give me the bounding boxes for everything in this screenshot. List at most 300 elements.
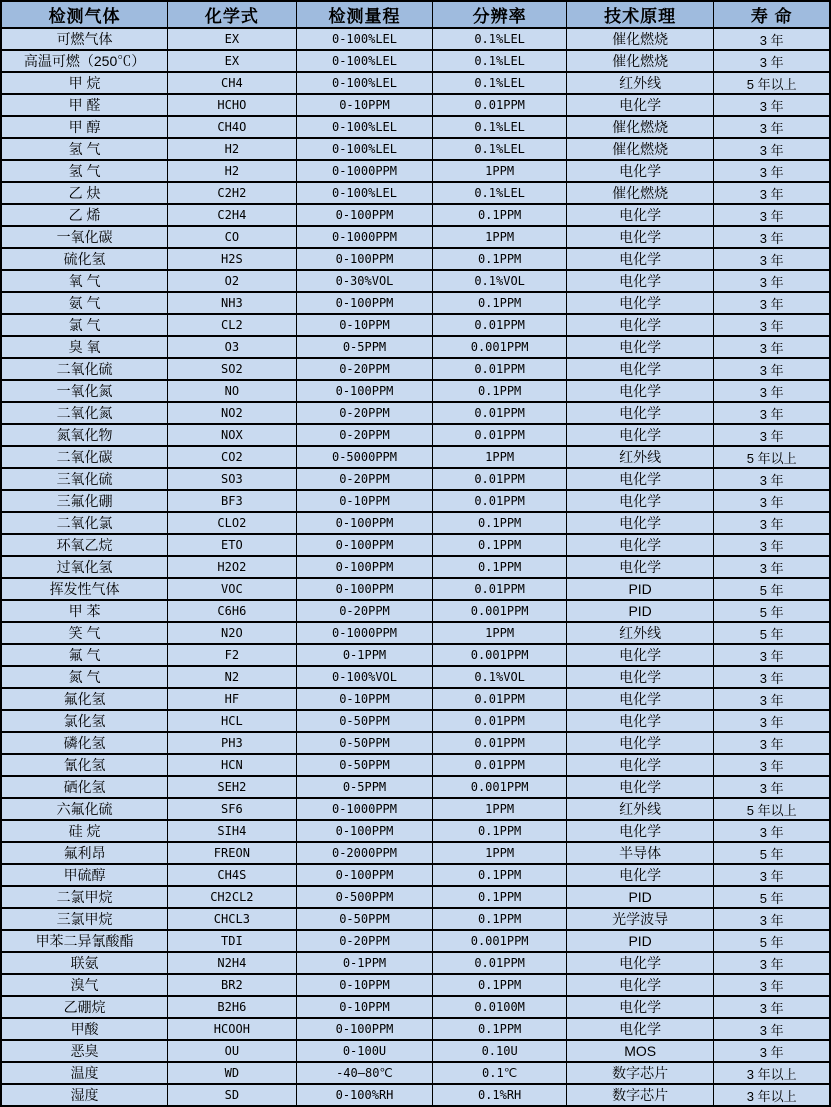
cell-lifespan: 3 年 (714, 138, 830, 160)
cell-gas: 三氟化硼 (1, 490, 168, 512)
cell-lifespan: 3 年 (714, 204, 830, 226)
table-row (1, 688, 830, 710)
cell-range: 0-50PPM (296, 732, 433, 754)
cell-gas: 甲 醛 (1, 94, 168, 116)
cell-formula: BR2 (168, 974, 296, 996)
cell-range: 0-20PPM (296, 468, 433, 490)
cell-formula: TDI (168, 930, 296, 952)
cell-lifespan: 5 年 (714, 622, 830, 644)
cell-lifespan: 3 年 (714, 28, 830, 50)
cell-range: 0-100PPM (296, 820, 433, 842)
cell-gas: 一氧化碳 (1, 226, 168, 248)
cell-resolution: 0.1PPM (433, 204, 566, 226)
table-row (1, 974, 830, 996)
table-row (1, 446, 830, 468)
cell-gas: 氟利昂 (1, 842, 168, 864)
cell-formula: VOC (168, 578, 296, 600)
table-row (1, 358, 830, 380)
cell-resolution: 0.1PPM (433, 908, 566, 930)
cell-resolution: 0.001PPM (433, 600, 566, 622)
cell-lifespan: 5 年 (714, 930, 830, 952)
cell-resolution: 0.1%LEL (433, 72, 566, 94)
cell-lifespan: 5 年以上 (714, 72, 830, 94)
cell-formula: SIH4 (168, 820, 296, 842)
cell-principle: 催化燃烧 (566, 182, 714, 204)
table-row (1, 292, 830, 314)
cell-resolution: 0.1%RH (433, 1084, 566, 1106)
cell-gas: 氢 气 (1, 160, 168, 182)
cell-range: 0-5000PPM (296, 446, 433, 468)
cell-formula: NH3 (168, 292, 296, 314)
cell-range: 0-100PPM (296, 534, 433, 556)
cell-lifespan: 3 年 (714, 94, 830, 116)
cell-range: 0-10PPM (296, 688, 433, 710)
cell-lifespan: 3 年 (714, 996, 830, 1018)
cell-formula: CH4O (168, 116, 296, 138)
cell-lifespan: 3 年 (714, 1018, 830, 1040)
cell-gas: 三氯甲烷 (1, 908, 168, 930)
cell-lifespan: 3 年 (714, 952, 830, 974)
table-row (1, 710, 830, 732)
cell-gas: 一氧化氮 (1, 380, 168, 402)
table-row (1, 424, 830, 446)
cell-formula: O3 (168, 336, 296, 358)
table-row (1, 468, 830, 490)
cell-formula: CHCL3 (168, 908, 296, 930)
table-row (1, 182, 830, 204)
table-row (1, 864, 830, 886)
cell-principle: 催化燃烧 (566, 28, 714, 50)
cell-gas: 温度 (1, 1062, 168, 1084)
cell-lifespan: 5 年 (714, 600, 830, 622)
cell-resolution: 1PPM (433, 226, 566, 248)
cell-formula: NO (168, 380, 296, 402)
cell-lifespan: 3 年 (714, 908, 830, 930)
table-row (1, 534, 830, 556)
cell-range: 0-50PPM (296, 710, 433, 732)
cell-lifespan: 3 年 (714, 534, 830, 556)
cell-formula: H2S (168, 248, 296, 270)
cell-range: 0-30%VOL (296, 270, 433, 292)
cell-principle: MOS (566, 1040, 714, 1062)
cell-resolution: 0.001PPM (433, 930, 566, 952)
column-header-gas: 检测气体 (1, 1, 168, 28)
cell-principle: 催化燃烧 (566, 50, 714, 72)
cell-gas: 笑 气 (1, 622, 168, 644)
table-row (1, 94, 830, 116)
table-row (1, 644, 830, 666)
cell-range: 0-20PPM (296, 600, 433, 622)
cell-principle: 电化学 (566, 952, 714, 974)
cell-principle: 半导体 (566, 842, 714, 864)
cell-gas: 联氨 (1, 952, 168, 974)
cell-principle: 电化学 (566, 226, 714, 248)
cell-principle: 电化学 (566, 644, 714, 666)
cell-range: 0-100PPM (296, 248, 433, 270)
cell-formula: B2H6 (168, 996, 296, 1018)
cell-lifespan: 3 年 (714, 864, 830, 886)
cell-lifespan: 3 年 (714, 688, 830, 710)
cell-principle: 光学波导 (566, 908, 714, 930)
cell-resolution: 0.01PPM (433, 578, 566, 600)
table-row (1, 490, 830, 512)
cell-resolution: 0.1PPM (433, 292, 566, 314)
cell-principle: PID (566, 578, 714, 600)
cell-lifespan: 3 年 (714, 226, 830, 248)
cell-principle: 电化学 (566, 490, 714, 512)
cell-gas: 乙硼烷 (1, 996, 168, 1018)
cell-range: 0-100%VOL (296, 666, 433, 688)
cell-resolution: 1PPM (433, 842, 566, 864)
cell-principle: 红外线 (566, 798, 714, 820)
cell-range: 0-100U (296, 1040, 433, 1062)
cell-principle: 催化燃烧 (566, 138, 714, 160)
cell-range: 0-100%LEL (296, 138, 433, 160)
cell-formula: FREON (168, 842, 296, 864)
cell-lifespan: 3 年以上 (714, 1062, 830, 1084)
cell-resolution: 0.01PPM (433, 754, 566, 776)
cell-lifespan: 5 年以上 (714, 798, 830, 820)
table-row (1, 402, 830, 424)
cell-gas: 硒化氢 (1, 776, 168, 798)
table-row (1, 996, 830, 1018)
cell-gas: 环氧乙烷 (1, 534, 168, 556)
cell-gas: 过氧化氢 (1, 556, 168, 578)
cell-resolution: 0.0100M (433, 996, 566, 1018)
cell-gas: 臭 氧 (1, 336, 168, 358)
cell-resolution: 0.1PPM (433, 556, 566, 578)
cell-principle: 电化学 (566, 754, 714, 776)
cell-lifespan: 3 年 (714, 270, 830, 292)
table-row (1, 138, 830, 160)
cell-range: -40—80℃ (296, 1062, 433, 1084)
cell-gas: 氯 气 (1, 314, 168, 336)
cell-range: 0-100PPM (296, 1018, 433, 1040)
cell-range: 0-20PPM (296, 424, 433, 446)
cell-gas: 氟 气 (1, 644, 168, 666)
cell-range: 0-100%LEL (296, 28, 433, 50)
cell-range: 0-100%LEL (296, 72, 433, 94)
cell-range: 0-1PPM (296, 952, 433, 974)
cell-formula: HCOOH (168, 1018, 296, 1040)
cell-gas: 氟化氢 (1, 688, 168, 710)
cell-gas: 二氯甲烷 (1, 886, 168, 908)
cell-resolution: 0.1PPM (433, 512, 566, 534)
cell-lifespan: 5 年 (714, 842, 830, 864)
cell-resolution: 0.01PPM (433, 952, 566, 974)
table-row (1, 732, 830, 754)
cell-gas: 氯化氢 (1, 710, 168, 732)
cell-gas: 二氧化氮 (1, 402, 168, 424)
table-row (1, 600, 830, 622)
cell-gas: 硫化氢 (1, 248, 168, 270)
cell-principle: 电化学 (566, 512, 714, 534)
cell-range: 0-1000PPM (296, 622, 433, 644)
cell-gas: 甲苯二异氰酸酯 (1, 930, 168, 952)
cell-principle: 催化燃烧 (566, 116, 714, 138)
cell-range: 0-1000PPM (296, 798, 433, 820)
cell-lifespan: 3 年 (714, 292, 830, 314)
cell-range: 0-5PPM (296, 776, 433, 798)
cell-formula: CH4 (168, 72, 296, 94)
cell-formula: WD (168, 1062, 296, 1084)
cell-formula: EX (168, 50, 296, 72)
cell-formula: EX (168, 28, 296, 50)
cell-gas: 恶臭 (1, 1040, 168, 1062)
cell-range: 0-100%LEL (296, 50, 433, 72)
cell-principle: 数字芯片 (566, 1062, 714, 1084)
cell-gas: 氨 气 (1, 292, 168, 314)
cell-resolution: 0.1%LEL (433, 182, 566, 204)
cell-formula: SD (168, 1084, 296, 1106)
cell-formula: SO2 (168, 358, 296, 380)
cell-formula: N2H4 (168, 952, 296, 974)
cell-resolution: 0.1%LEL (433, 50, 566, 72)
cell-resolution: 0.01PPM (433, 94, 566, 116)
cell-range: 0-10PPM (296, 996, 433, 1018)
cell-range: 0-10PPM (296, 490, 433, 512)
cell-gas: 氧 气 (1, 270, 168, 292)
cell-formula: F2 (168, 644, 296, 666)
cell-resolution: 0.01PPM (433, 468, 566, 490)
table-row (1, 204, 830, 226)
cell-principle: 电化学 (566, 380, 714, 402)
table-row (1, 842, 830, 864)
cell-principle: 电化学 (566, 204, 714, 226)
cell-principle: 电化学 (566, 864, 714, 886)
cell-formula: CO (168, 226, 296, 248)
cell-principle: 电化学 (566, 996, 714, 1018)
cell-gas: 乙 烯 (1, 204, 168, 226)
cell-range: 0-100PPM (296, 556, 433, 578)
cell-formula: HCL (168, 710, 296, 732)
cell-gas: 硅 烷 (1, 820, 168, 842)
cell-range: 0-50PPM (296, 908, 433, 930)
cell-gas: 甲 苯 (1, 600, 168, 622)
cell-lifespan: 5 年 (714, 886, 830, 908)
table-row (1, 248, 830, 270)
table-row (1, 754, 830, 776)
cell-resolution: 0.001PPM (433, 644, 566, 666)
cell-resolution: 0.001PPM (433, 776, 566, 798)
table-row (1, 820, 830, 842)
cell-gas: 氰化氢 (1, 754, 168, 776)
cell-lifespan: 3 年 (714, 380, 830, 402)
cell-formula: N2O (168, 622, 296, 644)
table-body (1, 28, 830, 1106)
cell-formula: O2 (168, 270, 296, 292)
column-header-formula: 化学式 (168, 1, 296, 28)
table-row (1, 1040, 830, 1062)
cell-lifespan: 3 年 (714, 1040, 830, 1062)
cell-resolution: 0.1PPM (433, 886, 566, 908)
cell-range: 0-10PPM (296, 94, 433, 116)
cell-range: 0-2000PPM (296, 842, 433, 864)
cell-resolution: 0.01PPM (433, 490, 566, 512)
cell-gas: 三氧化硫 (1, 468, 168, 490)
cell-lifespan: 3 年 (714, 666, 830, 688)
cell-lifespan: 3 年 (714, 314, 830, 336)
cell-formula: CO2 (168, 446, 296, 468)
table-row (1, 336, 830, 358)
cell-lifespan: 3 年 (714, 490, 830, 512)
header-row (1, 1, 830, 28)
cell-resolution: 0.01PPM (433, 314, 566, 336)
cell-principle: 电化学 (566, 776, 714, 798)
cell-gas: 甲 烷 (1, 72, 168, 94)
cell-lifespan: 3 年 (714, 182, 830, 204)
column-header-lifespan: 寿 命 (714, 1, 830, 28)
cell-range: 0-20PPM (296, 402, 433, 424)
cell-principle: 电化学 (566, 336, 714, 358)
cell-range: 0-100%RH (296, 1084, 433, 1106)
table-row (1, 160, 830, 182)
cell-range: 0-10PPM (296, 314, 433, 336)
cell-lifespan: 3 年 (714, 732, 830, 754)
cell-lifespan: 3 年 (714, 776, 830, 798)
table-row (1, 1084, 830, 1106)
cell-formula: ETO (168, 534, 296, 556)
table-row (1, 952, 830, 974)
cell-formula: SO3 (168, 468, 296, 490)
table-row (1, 578, 830, 600)
cell-principle: 电化学 (566, 248, 714, 270)
cell-principle: 电化学 (566, 688, 714, 710)
cell-principle: 数字芯片 (566, 1084, 714, 1106)
column-header-range: 检测量程 (296, 1, 433, 28)
cell-resolution: 0.1PPM (433, 534, 566, 556)
cell-range: 0-100PPM (296, 292, 433, 314)
cell-lifespan: 3 年 (714, 402, 830, 424)
cell-lifespan: 3 年 (714, 512, 830, 534)
cell-formula: HCHO (168, 94, 296, 116)
cell-lifespan: 3 年 (714, 248, 830, 270)
cell-lifespan: 3 年 (714, 820, 830, 842)
cell-resolution: 0.01PPM (433, 402, 566, 424)
cell-principle: 电化学 (566, 314, 714, 336)
cell-lifespan: 3 年 (714, 556, 830, 578)
cell-formula: CH4S (168, 864, 296, 886)
cell-formula: NO2 (168, 402, 296, 424)
cell-gas: 氮 气 (1, 666, 168, 688)
table-row (1, 886, 830, 908)
cell-lifespan: 3 年 (714, 116, 830, 138)
cell-resolution: 1PPM (433, 446, 566, 468)
table-row (1, 930, 830, 952)
cell-principle: 红外线 (566, 622, 714, 644)
cell-gas: 乙 炔 (1, 182, 168, 204)
cell-lifespan: 3 年 (714, 754, 830, 776)
cell-formula: N2 (168, 666, 296, 688)
cell-lifespan: 3 年以上 (714, 1084, 830, 1106)
cell-formula: OU (168, 1040, 296, 1062)
cell-gas: 挥发性气体 (1, 578, 168, 600)
cell-formula: NOX (168, 424, 296, 446)
cell-principle: 电化学 (566, 402, 714, 424)
cell-formula: CH2CL2 (168, 886, 296, 908)
cell-range: 0-20PPM (296, 358, 433, 380)
cell-resolution: 0.1%VOL (433, 666, 566, 688)
cell-formula: C6H6 (168, 600, 296, 622)
cell-principle: 电化学 (566, 160, 714, 182)
cell-principle: PID (566, 886, 714, 908)
cell-principle: 电化学 (566, 974, 714, 996)
cell-formula: C2H4 (168, 204, 296, 226)
cell-range: 0-100PPM (296, 512, 433, 534)
table-row (1, 270, 830, 292)
cell-gas: 溴气 (1, 974, 168, 996)
table-row (1, 776, 830, 798)
cell-principle: 电化学 (566, 710, 714, 732)
cell-range: 0-50PPM (296, 754, 433, 776)
cell-range: 0-1000PPM (296, 160, 433, 182)
cell-principle: 电化学 (566, 358, 714, 380)
cell-formula: PH3 (168, 732, 296, 754)
cell-resolution: 0.1PPM (433, 248, 566, 270)
cell-resolution: 0.001PPM (433, 336, 566, 358)
cell-range: 0-500PPM (296, 886, 433, 908)
cell-formula: H2 (168, 138, 296, 160)
cell-formula: HCN (168, 754, 296, 776)
table-row (1, 28, 830, 50)
cell-range: 0-20PPM (296, 930, 433, 952)
cell-principle: 电化学 (566, 732, 714, 754)
cell-principle: 电化学 (566, 820, 714, 842)
cell-principle: 电化学 (566, 270, 714, 292)
cell-lifespan: 3 年 (714, 160, 830, 182)
cell-lifespan: 3 年 (714, 644, 830, 666)
cell-resolution: 0.01PPM (433, 732, 566, 754)
table-row (1, 512, 830, 534)
cell-principle: 电化学 (566, 292, 714, 314)
cell-formula: BF3 (168, 490, 296, 512)
cell-resolution: 0.1PPM (433, 1018, 566, 1040)
cell-gas: 六氟化硫 (1, 798, 168, 820)
cell-gas: 氮氧化物 (1, 424, 168, 446)
column-header-principle: 技术原理 (566, 1, 714, 28)
cell-resolution: 1PPM (433, 160, 566, 182)
cell-range: 0-100PPM (296, 864, 433, 886)
cell-lifespan: 3 年 (714, 974, 830, 996)
cell-formula: SEH2 (168, 776, 296, 798)
cell-resolution: 1PPM (433, 622, 566, 644)
cell-range: 0-100PPM (296, 380, 433, 402)
cell-principle: 电化学 (566, 556, 714, 578)
cell-resolution: 0.1%LEL (433, 28, 566, 50)
table-row (1, 1018, 830, 1040)
cell-resolution: 0.1%VOL (433, 270, 566, 292)
cell-gas: 二氧化氯 (1, 512, 168, 534)
cell-gas: 甲酸 (1, 1018, 168, 1040)
cell-range: 0-100PPM (296, 578, 433, 600)
cell-lifespan: 5 年以上 (714, 446, 830, 468)
cell-range: 0-100%LEL (296, 182, 433, 204)
cell-resolution: 0.01PPM (433, 688, 566, 710)
table-row (1, 116, 830, 138)
cell-range: 0-10PPM (296, 974, 433, 996)
cell-lifespan: 5 年 (714, 578, 830, 600)
cell-gas: 二氧化碳 (1, 446, 168, 468)
cell-principle: PID (566, 600, 714, 622)
cell-formula: SF6 (168, 798, 296, 820)
cell-lifespan: 3 年 (714, 336, 830, 358)
cell-range: 0-1PPM (296, 644, 433, 666)
cell-lifespan: 3 年 (714, 358, 830, 380)
table-row (1, 314, 830, 336)
table-row (1, 622, 830, 644)
cell-gas: 甲硫醇 (1, 864, 168, 886)
cell-range: 0-1000PPM (296, 226, 433, 248)
